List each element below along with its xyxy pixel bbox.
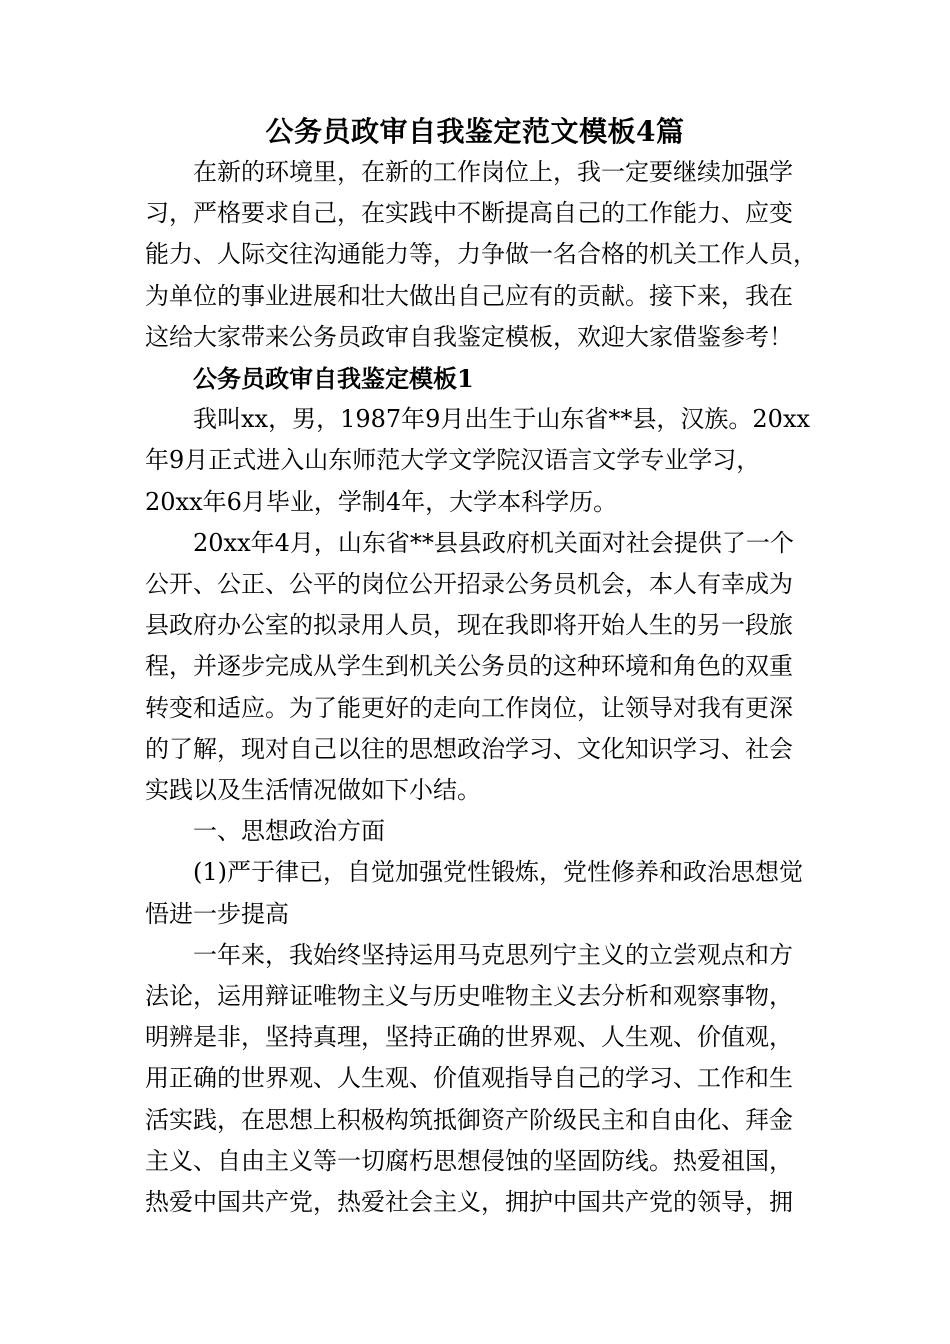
text-line: 程，并逐步完成从学生到机关公务员的这种环境和角色的双重 [145,652,793,681]
text-line: 这给大家带来公务员政审自我鉴定模板，欢迎大家借鉴参考！ [145,322,793,351]
text-line: 习，严格要求自己，在实践中不断提高自己的工作能力、应变 [145,199,793,228]
paragraph-political-study [145,935,805,1223]
text-line: 为单位的事业进展和壮大做出自己应有的贡献。接下来，我在 [145,281,793,310]
text-line: 的了解，现对自己以往的思想政治学习、文化知识学习、社会 [145,734,793,763]
text-line: 20xx年6月毕业，学制4年，大学本科学历。 [145,487,618,516]
text-line: 热爱中国共产党，热爱社会主义，拥护中国共产党的领导，拥 [145,1188,793,1217]
text-line: 主义、自由主义等一切腐朽思想侵蚀的坚固防线。热爱祖国， [145,1146,793,1175]
item-one [145,852,805,934]
text-line: 法论，运用辩证唯物主义与历史唯物主义去分析和观察事物， [145,982,793,1011]
text-line: 用正确的世界观、人生观、价值观指导自己的学习、工作和生 [145,1064,793,1093]
document-page [145,112,817,1223]
text-line: 悟进一步提高 [145,899,289,928]
paragraph-personal-info [145,399,811,523]
text-line: 转变和适应。为了能更好的走向工作岗位，让领导对我有更深 [145,693,793,722]
text-line: 能力、人际交往沟通能力等，力争做一名合格的机关工作人员， [145,240,817,269]
text-line: 公开、公正、公平的岗位公开招录公务员机会，本人有幸成为 [145,570,793,599]
text-line: 一年来，我始终坚持运用马克思列宁主义的立尝观点和方 [193,940,793,969]
text-line: 年9月正式进入山东师范大学文学院汉语言文学专业学习， [145,446,761,475]
text-line: 在新的环境里，在新的工作岗位上，我一定要继续加强学 [193,158,793,186]
text-line: (1)严于律已，自觉加强党性锻炼，党性修养和政治思想觉 [193,858,803,887]
text-line: 一、思想政治方面 [193,817,385,846]
sub-heading [145,811,805,852]
section-heading: 公务员政审自我鉴定模板1 [193,364,474,394]
text-line: 实践以及生活情况做如下小结。 [145,776,481,805]
intro-paragraph [145,152,817,358]
text-line: 县政府办公室的拟录用人员，现在我即将开始人生的另一段旅 [145,611,793,640]
text-line: 明辨是非，坚持真理，坚持正确的世界观、人生观、价值观， [145,1023,793,1052]
document-title: 公务员政审自我鉴定范文模板4篇 [265,115,685,148]
paragraph-recruitment [145,523,805,811]
text-line: 我叫xx，男，1987年9月出生于山东省**县，汉族。20xx [193,405,811,434]
text-line: 20xx年4月，山东省**县县政府机关面对社会提供了一个 [193,528,794,557]
text-line: 活实践，在思想上积极构筑抵御资产阶级民主和自由化、拜金 [145,1105,793,1134]
